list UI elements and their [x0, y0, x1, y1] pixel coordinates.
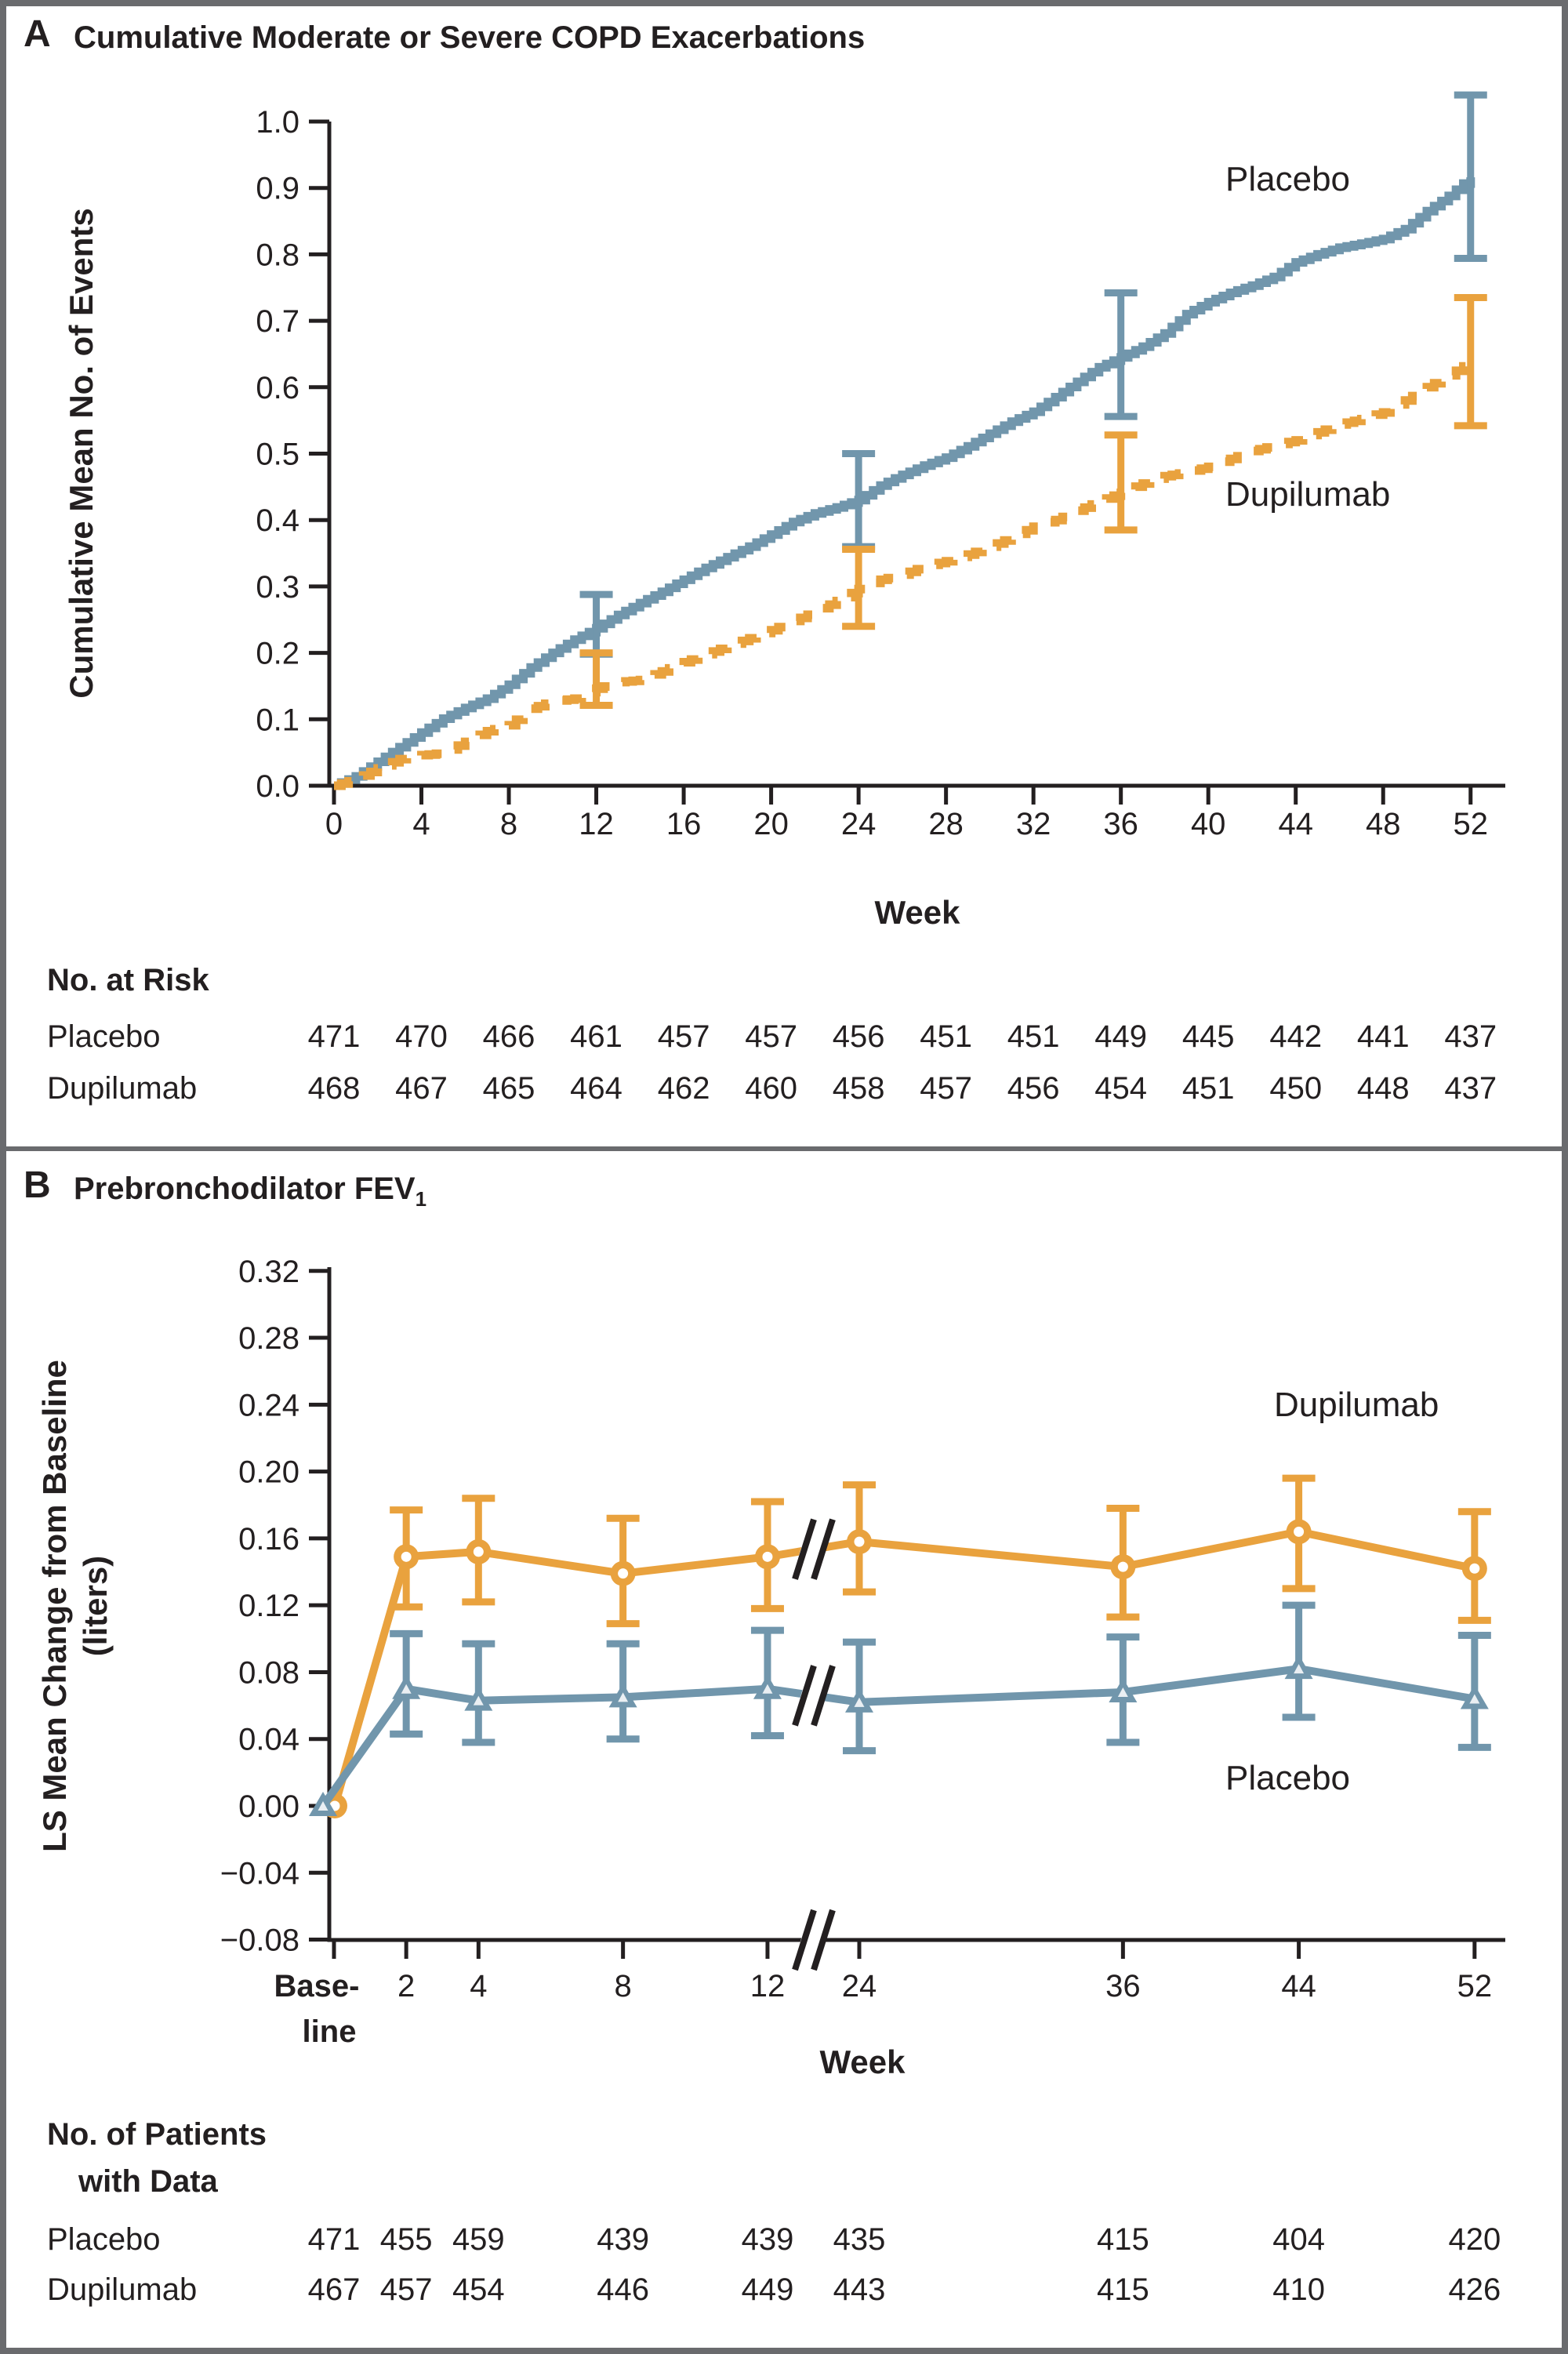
at-risk-placebo-value: 457 — [657, 1019, 710, 1054]
at-risk-row-label-dupilumab: Dupilumab — [47, 1071, 198, 1106]
dupilumab-marker-center — [1118, 1562, 1128, 1572]
panel-b-y-tick-label: −0.04 — [220, 1856, 299, 1891]
panel-a-x-tick-label: 44 — [1278, 807, 1313, 841]
dupilumab-marker-center — [855, 1537, 865, 1547]
patients-row-label-placebo: Placebo — [47, 2222, 161, 2257]
at-risk-dupilumab-value: 462 — [657, 1071, 710, 1106]
panel-b-x-tick-label: 52 — [1457, 1969, 1493, 2003]
panel-a-y-tick-label: 0.8 — [256, 238, 299, 273]
panel-a-y-tick-label: 0.1 — [256, 703, 299, 738]
panel-b-y-axis-label-line1: LS Mean Change from Baseline — [36, 1360, 73, 1852]
panel-a-x-tick-label: 12 — [579, 807, 614, 841]
at-risk-dupilumab-value: 457 — [920, 1071, 972, 1106]
panel-b-y-tick-label: 0.00 — [238, 1789, 299, 1824]
panel-b-x-tick-label: 44 — [1281, 1969, 1316, 2003]
panel-a-x-tick-label: 16 — [666, 807, 702, 841]
dupilumab-marker-center — [762, 1552, 772, 1562]
patients-placebo-value: 439 — [741, 2222, 794, 2257]
panel-b-baseline-label: Base- — [274, 1969, 360, 2003]
panel-a-y-tick-label: 0.9 — [256, 171, 299, 206]
dupilumab-marker-center — [1294, 1527, 1304, 1537]
panel-b-letter: B — [24, 1164, 51, 1206]
panel-a-x-tick-label: 8 — [499, 807, 518, 841]
patients-placebo-value: 404 — [1272, 2222, 1325, 2257]
panel-b-title — [74, 1172, 426, 1212]
patients-dupilumab-value: 446 — [597, 2272, 649, 2307]
at-risk-placebo-value: 457 — [745, 1019, 797, 1054]
patients-dupilumab-value: 426 — [1448, 2272, 1501, 2307]
panel-b-x-tick-label: 4 — [470, 1969, 488, 2003]
panel-a-x-tick-label: 52 — [1453, 807, 1489, 841]
at-risk-placebo-value: 466 — [482, 1019, 535, 1054]
panel-a-title: Cumulative Moderate or Severe COPD Exacerbations — [74, 20, 866, 55]
patients-title-line1: No. of Patients — [47, 2117, 267, 2152]
at-risk-dupilumab-value: 450 — [1269, 1071, 1323, 1106]
panel-b-title-subscript: 1 — [415, 1187, 427, 1211]
panel-b-y-tick-label: 0.32 — [238, 1254, 299, 1289]
panel-b-x-tick-label: 12 — [750, 1969, 786, 2003]
at-risk-dupilumab-value: 465 — [482, 1071, 535, 1106]
patients-placebo-value: 439 — [597, 2222, 649, 2257]
panel-a-x-tick-label: 40 — [1190, 807, 1226, 841]
at-risk-dupilumab-value: 468 — [307, 1071, 361, 1106]
panel-b-y-axis-label — [34, 1360, 116, 1852]
dupilumab-marker-center — [1469, 1564, 1479, 1574]
at-risk-row-label-placebo: Placebo — [47, 1019, 161, 1054]
dupilumab-marker-center — [474, 1546, 484, 1557]
panel-a-y-tick-label: 0.0 — [256, 769, 299, 804]
at-risk-dupilumab-value: 451 — [1181, 1071, 1235, 1106]
at-risk-dupilumab-value: 456 — [1007, 1071, 1060, 1106]
at-risk-placebo-value: 471 — [307, 1019, 361, 1054]
at-risk-placebo-value: 437 — [1444, 1019, 1497, 1054]
panel-a-y-tick-label: 1.0 — [256, 105, 299, 140]
panel-b-x-axis-label: Week — [819, 2043, 906, 2080]
panel-b-baseline-label: line — [302, 2014, 357, 2049]
panel-a-placebo-label: Placebo — [1225, 160, 1351, 198]
panel-divider — [6, 1146, 1562, 1151]
panel-a-y-tick-label: 0.7 — [256, 304, 299, 340]
patients-placebo-value: 415 — [1096, 2222, 1149, 2257]
at-risk-placebo-value: 449 — [1094, 1019, 1148, 1054]
at-risk-dupilumab-value: 460 — [745, 1071, 797, 1106]
panel-b-y-tick-label: 0.16 — [238, 1521, 299, 1557]
at-risk-placebo-value: 442 — [1269, 1019, 1323, 1054]
panel-a-y-tick-label: 0.2 — [256, 636, 299, 671]
at-risk-placebo-value: 451 — [1007, 1019, 1060, 1054]
dupilumab-step-curve — [334, 362, 1471, 786]
dupilumab-marker-center — [401, 1552, 412, 1562]
panel-a-x-axis-label: Week — [874, 894, 960, 931]
panel-a-y-tick-label: 0.4 — [256, 503, 299, 539]
at-risk-placebo-value: 445 — [1181, 1019, 1235, 1054]
patients-placebo-value: 459 — [452, 2222, 505, 2257]
panel-b-y-axis-label-line2: (liters) — [77, 1555, 114, 1657]
panel-a-x-tick-label: 32 — [1015, 807, 1051, 841]
panel-b-y-tick-label: 0.12 — [238, 1589, 299, 1624]
panel-b-dupilumab-label: Dupilumab — [1274, 1386, 1439, 1424]
panel-b-y-tick-label: 0.04 — [238, 1722, 299, 1757]
panel-b-y-tick-label: −0.08 — [220, 1923, 299, 1958]
at-risk-placebo-value: 470 — [395, 1019, 448, 1054]
at-risk-dupilumab-value: 454 — [1094, 1071, 1148, 1106]
panel-a-y-tick-label: 0.5 — [256, 437, 299, 472]
patients-dupilumab-value: 454 — [452, 2272, 505, 2307]
patients-row-label-dupilumab: Dupilumab — [47, 2272, 198, 2307]
panel-a-y-axis-label: Cumulative Mean No. of Events — [63, 208, 100, 699]
panel-a-dupilumab-label: Dupilumab — [1225, 475, 1391, 514]
panel-a-letter: A — [24, 13, 51, 55]
panel-a-x-tick-label: 24 — [840, 807, 877, 841]
at-risk-placebo-value: 441 — [1356, 1019, 1410, 1054]
panel-a-x-tick-label: 36 — [1103, 807, 1138, 841]
panel-a-x-tick-label: 20 — [753, 807, 789, 841]
patients-dupilumab-value: 467 — [307, 2272, 361, 2307]
patients-dupilumab-value: 415 — [1096, 2272, 1149, 2307]
panel-b-x-tick-label: 2 — [397, 1969, 416, 2003]
patients-placebo-value: 455 — [379, 2222, 433, 2257]
patients-dupilumab-value: 443 — [833, 2272, 886, 2307]
at-risk-placebo-value: 456 — [832, 1019, 885, 1054]
panel-b-y-tick-label: 0.24 — [238, 1388, 299, 1423]
at-risk-dupilumab-value: 448 — [1356, 1071, 1410, 1106]
at-risk-dupilumab-value: 437 — [1444, 1071, 1497, 1106]
panel-a-x-tick-label: 4 — [412, 807, 430, 841]
panel-b-title-main: Prebronchodilator FEV — [74, 1172, 416, 1206]
patients-placebo-value: 435 — [833, 2222, 886, 2257]
at-risk-dupilumab-value: 464 — [570, 1071, 622, 1106]
panel-b-placebo-label: Placebo — [1225, 1759, 1351, 1797]
panel-a-x-tick-label: 28 — [928, 807, 964, 841]
patients-dupilumab-value: 410 — [1272, 2272, 1325, 2307]
panel-b-x-tick-label: 36 — [1105, 1969, 1141, 2003]
at-risk-title: No. at Risk — [47, 963, 209, 997]
panel-b-x-tick-label: 8 — [614, 1969, 632, 2003]
panel-a-x-tick-label: 48 — [1365, 807, 1401, 841]
at-risk-dupilumab-value: 467 — [395, 1071, 448, 1106]
panel-b-y-tick-label: 0.28 — [238, 1321, 299, 1357]
panel-b-x-tick-label: 24 — [841, 1969, 877, 2003]
patients-dupilumab-value: 457 — [379, 2272, 433, 2307]
panel-a-y-tick-label: 0.6 — [256, 370, 299, 405]
panel-a-y-tick-label: 0.3 — [256, 569, 299, 605]
at-risk-placebo-value: 461 — [570, 1019, 622, 1054]
panel-b-y-tick-label: 0.20 — [238, 1455, 299, 1490]
patients-title-line2: with Data — [78, 2164, 218, 2199]
patients-dupilumab-value: 449 — [741, 2272, 794, 2307]
patients-placebo-value: 420 — [1448, 2222, 1501, 2257]
at-risk-placebo-value: 451 — [920, 1019, 972, 1054]
patients-placebo-value: 471 — [307, 2222, 361, 2257]
panel-b-y-tick-label: 0.08 — [238, 1655, 299, 1691]
dupilumab-marker-center — [618, 1568, 628, 1578]
panel-a-x-tick-label: 0 — [325, 807, 343, 841]
at-risk-dupilumab-value: 458 — [832, 1071, 885, 1106]
